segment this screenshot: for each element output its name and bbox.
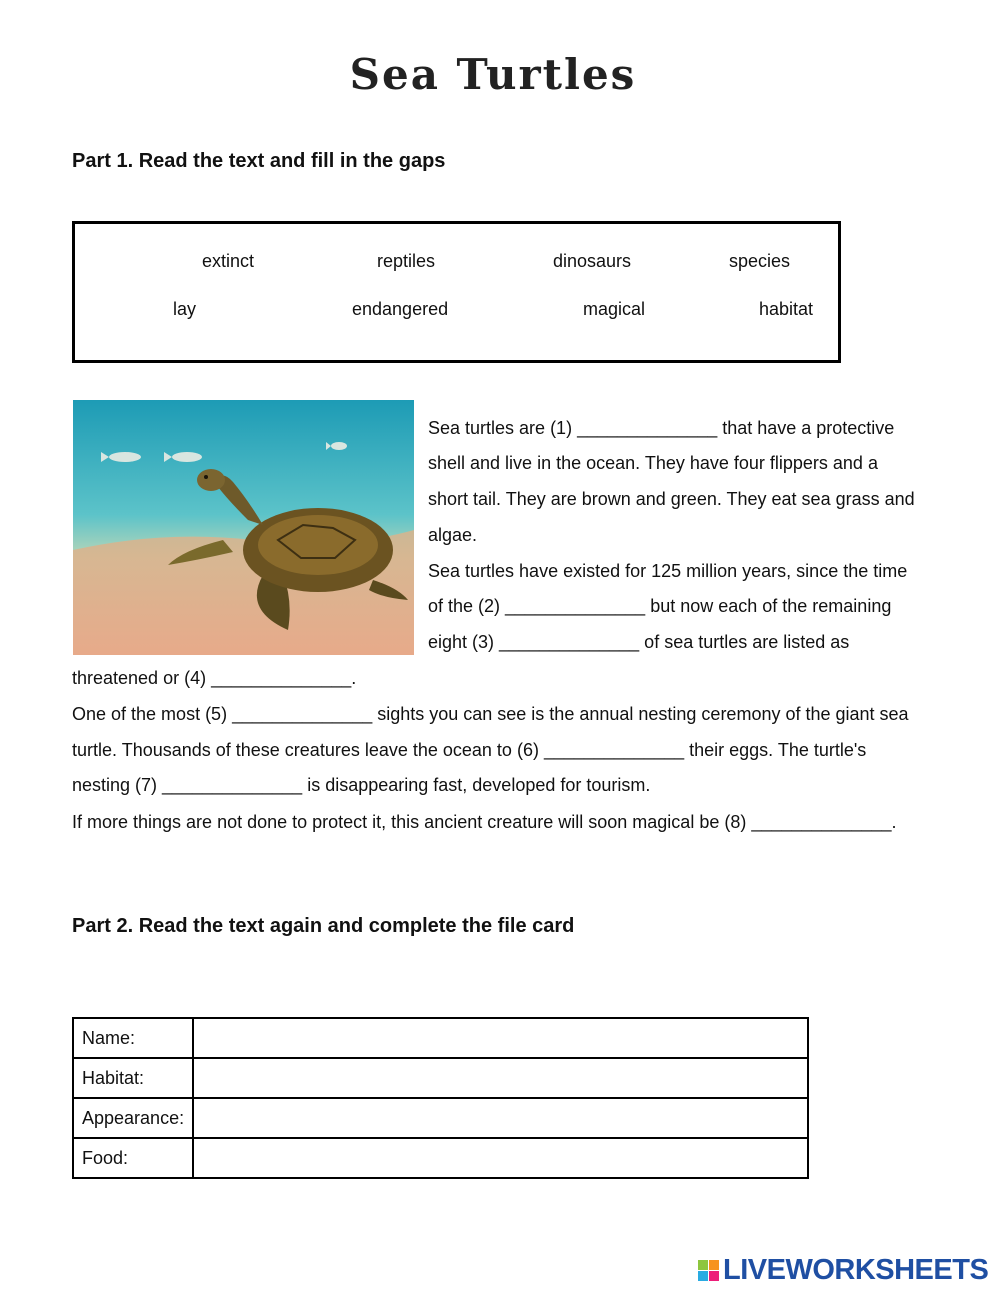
table-row — [73, 1098, 808, 1138]
passage-line: Sea turtles have existed for 125 million years, since the time — [428, 561, 908, 581]
passage-line: Sea turtles are (1) ______________ that have a protective — [428, 418, 895, 438]
passage-line: If more things are not done to protect it, this ancient creature will soon magical be (8) ______________. — [72, 812, 897, 832]
table-row — [73, 1058, 808, 1098]
table-row — [73, 1018, 808, 1058]
word-bank-item: dinosaurs — [553, 251, 632, 271]
file-card-label: Habitat: — [73, 1058, 193, 1098]
word-bank — [72, 221, 841, 363]
table-row — [73, 1138, 808, 1178]
file-card-answer-field[interactable] — [193, 1018, 808, 1058]
file-card-label: Name: — [73, 1018, 193, 1058]
passage-line: of the (2) ______________ but now each of the remaining — [428, 596, 892, 616]
part1-heading: Part 1. Read the text and fill in the gaps — [72, 150, 446, 172]
file-card-label: Appearance: — [73, 1098, 193, 1138]
passage-line: One of the most (5) ______________ sights you can see is the annual nesting ceremony of the giant sea — [72, 704, 909, 724]
word-bank-item: lay — [173, 299, 197, 319]
passage-line: eight (3) ______________ of sea turtles are listed as — [428, 632, 850, 652]
file-card-table — [72, 1017, 809, 1179]
page-title: Sea Turtles — [349, 50, 637, 99]
logo-blocks-icon — [698, 1260, 719, 1281]
passage-line: turtle. Thousands of these creatures leave the ocean to (6) ______________ their eggs. The turtle's — [72, 740, 867, 760]
word-bank-item: reptiles — [377, 251, 436, 271]
sea-turtle-image — [73, 400, 414, 655]
word-bank-item: habitat — [759, 299, 814, 319]
passage-line: nesting (7) ______________ is disappearing fast, developed for tourism. — [72, 775, 651, 795]
passage-line: shell and live in the ocean. They have four flippers and a — [428, 453, 878, 473]
logo-text: LIVEWORKSHEETS — [723, 1253, 989, 1286]
word-bank-item: extinct — [202, 251, 255, 271]
word-bank-item: endangered — [352, 299, 449, 319]
liveworksheets-logo — [698, 1253, 988, 1287]
file-card-answer-field[interactable] — [193, 1138, 808, 1178]
word-bank-item: magical — [583, 299, 646, 319]
passage-line: short tail. They are brown and green. They eat sea grass and — [428, 489, 915, 509]
file-card-answer-field[interactable] — [193, 1058, 808, 1098]
passage-line: threatened or (4) ______________. — [72, 668, 357, 688]
passage-line: algae. — [428, 525, 478, 545]
part2-heading: Part 2. Read the text again and complete the file card — [72, 915, 575, 937]
word-bank-item: species — [729, 251, 791, 271]
file-card-answer-field[interactable] — [193, 1098, 808, 1138]
file-card-label: Food: — [73, 1138, 193, 1178]
